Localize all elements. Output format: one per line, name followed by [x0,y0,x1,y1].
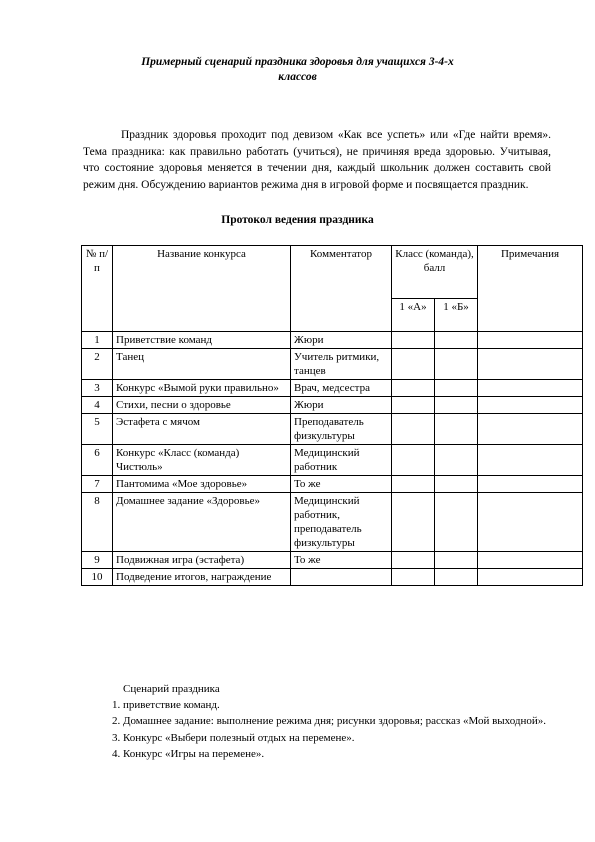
scenario-item: 1. приветствие команд. [123,698,553,713]
cell-class-a [392,552,435,569]
cell-notes [478,569,583,586]
cell-num: 7 [82,476,113,493]
cell-name: Эстафета с мячом [113,414,291,445]
cell-num: 4 [82,397,113,414]
scenario-item: 3. Конкурс «Выбери полезный отдых на перемене». [123,731,553,746]
cell-class-b [435,476,478,493]
cell-commentator: Врач, медсестра [291,380,392,397]
header-notes: Примечания [478,246,583,332]
cell-num: 1 [82,332,113,349]
cell-class-a [392,493,435,552]
table-header-row [82,246,583,299]
cell-class-b [435,380,478,397]
table-row [82,476,583,493]
cell-num: 9 [82,552,113,569]
protocol-title: Протокол ведения праздника [221,214,374,226]
cell-class-b [435,445,478,476]
cell-name: Конкурс «Класс (команда) Чистюль» [113,445,291,476]
cell-name: Домашнее задание «Здоровье» [113,493,291,552]
cell-notes [478,445,583,476]
cell-class-a [392,397,435,414]
scenario-section [83,682,553,764]
cell-name: Подвижная игра (эстафета) [113,552,291,569]
cell-commentator: Учитель ритмики, танцев [291,349,392,380]
cell-name: Конкурс «Вымой руки правильно» [113,380,291,397]
cell-notes [478,552,583,569]
table-body [82,332,583,586]
table-row [82,397,583,414]
protocol-table [81,245,583,586]
cell-commentator: То же [291,552,392,569]
scenario-title: Сценарий праздника [123,683,220,695]
cell-class-b [435,552,478,569]
cell-commentator: Медицинский работник [291,445,392,476]
cell-class-a [392,349,435,380]
cell-num: 6 [82,445,113,476]
header-commentator: Комментатор [291,246,392,332]
cell-name: Пантомима «Мое здоровье» [113,476,291,493]
title-line-2: классов [278,71,317,83]
table-row [82,493,583,552]
table-row [82,380,583,397]
cell-class-b [435,493,478,552]
document-title [0,55,595,85]
cell-num: 8 [82,493,113,552]
table-row [82,332,583,349]
cell-commentator: Жюри [291,332,392,349]
cell-notes [478,476,583,493]
cell-name: Приветствие команд [113,332,291,349]
cell-class-b [435,397,478,414]
cell-class-b [435,332,478,349]
cell-class-a [392,445,435,476]
cell-class-a [392,476,435,493]
table-row [82,349,583,380]
cell-commentator: Преподаватель физкультуры [291,414,392,445]
header-class: Класс (команда), балл [392,246,478,299]
scenario-list [83,698,553,762]
cell-commentator: То же [291,476,392,493]
cell-class-a [392,569,435,586]
cell-notes [478,332,583,349]
cell-class-b [435,414,478,445]
cell-name: Танец [113,349,291,380]
cell-notes [478,380,583,397]
header-name: Название конкурса [113,246,291,332]
scenario-item: 4. Конкурс «Игры на перемене». [123,747,553,762]
cell-class-b [435,349,478,380]
cell-notes [478,349,583,380]
cell-class-a [392,414,435,445]
cell-class-a [392,332,435,349]
cell-num: 10 [82,569,113,586]
cell-notes [478,414,583,445]
cell-num: 2 [82,349,113,380]
cell-name: Подведение итогов, награждение [113,569,291,586]
table-row [82,552,583,569]
header-num: № п/п [82,246,113,332]
title-line-1: Примерный сценарий праздника здоровья для учащихся 3-4-х [141,56,454,68]
cell-num: 3 [82,380,113,397]
cell-class-a [392,380,435,397]
cell-commentator [291,569,392,586]
cell-notes [478,493,583,552]
table-row [82,569,583,586]
intro-paragraph: Праздник здоровья проходит под девизом «Как все успеть» или «Где найти время». Тема праздника: как правильно работать (учиться), не причиняя вреда здоровью. Учитывая, что состояние здоровья меняется в течении дня, каждый школьник должен составить свой режим дня. Обсуждению вариантов режима дня в игровой форме и посвящается праздник. [83,129,551,191]
header-class-a: 1 «А» [392,299,435,332]
scenario-item: 2. Домашнее задание: выполнение режима дня; рисунки здоровья; рассказ «Мой выходной». [123,714,553,729]
cell-class-b [435,569,478,586]
cell-num: 5 [82,414,113,445]
header-class-b: 1 «Б» [435,299,478,332]
cell-notes [478,397,583,414]
cell-name: Стихи, песни о здоровье [113,397,291,414]
table-row [82,414,583,445]
table-row [82,445,583,476]
cell-commentator: Медицинский работник, преподаватель физкультуры [291,493,392,552]
cell-commentator: Жюри [291,397,392,414]
